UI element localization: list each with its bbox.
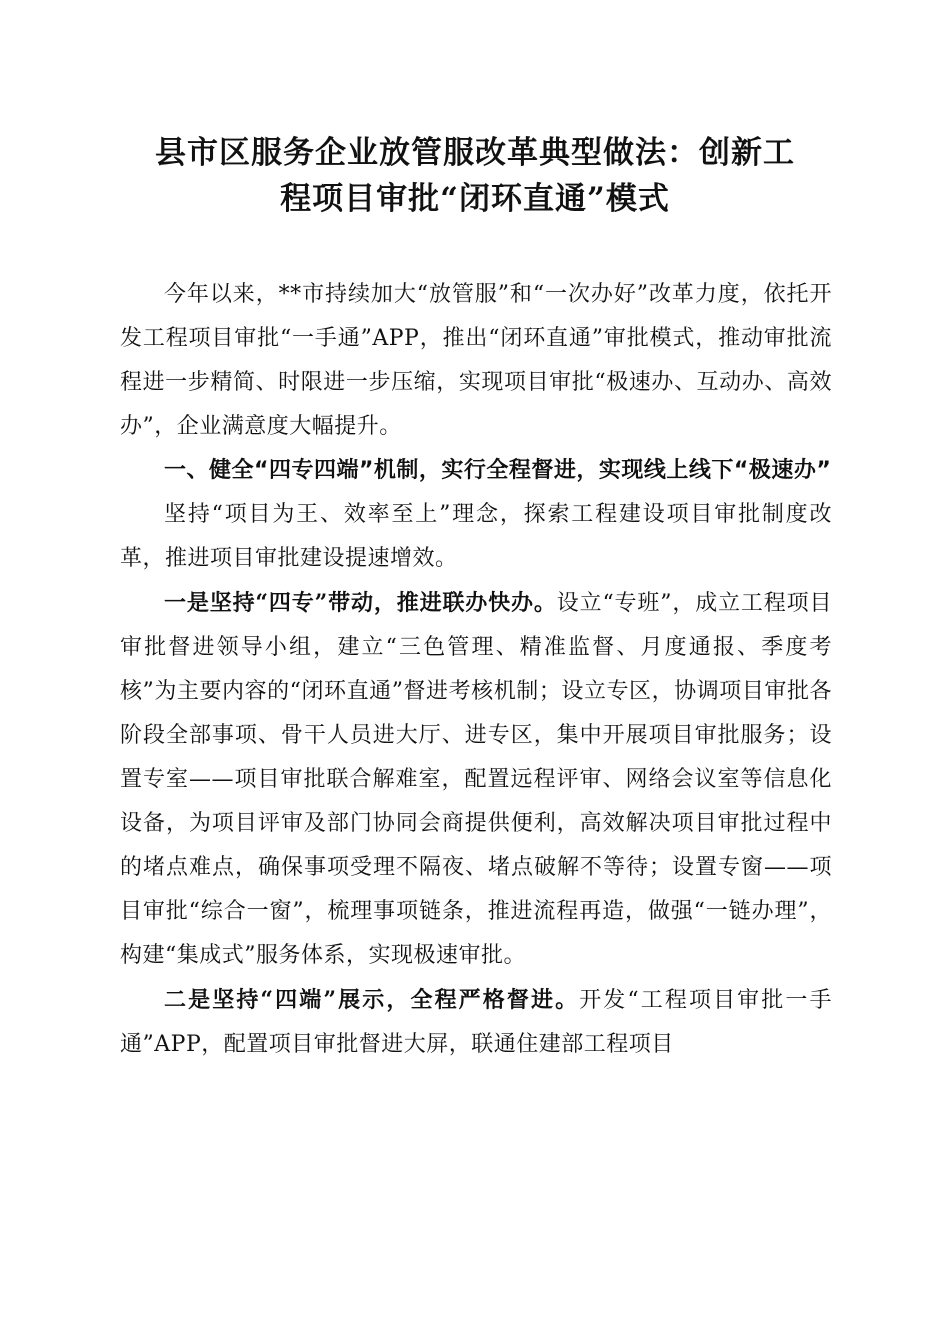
title-line-2: 程项目审批“闭环直通”模式 — [280, 181, 670, 217]
point-two-lead: 二是坚持“四端”展示，全程严格督进。 — [164, 987, 580, 1013]
point-one-paragraph — [120, 581, 832, 978]
section-heading-1: 一、健全“四专四端”机制，实行全程督进，实现线上线下“极速办” — [164, 458, 832, 483]
point-two-paragraph — [120, 978, 832, 1067]
point-one-lead: 一是坚持“四专”带动，推进联办快办。 — [164, 590, 557, 616]
document-body — [120, 273, 832, 1067]
section-1-summary-paragraph: 坚持“项目为王、效率至上”理念，探索工程建设项目审批制度改革，推进项目审批建设提速增效。 — [120, 502, 832, 571]
point-one-text: 设立“专班”，成立工程项目审批督进领导小组，建立“三色管理、精准监督、月度通报、季度考核”为主要内容的“闭环直通”督进考核机制；设立专区，协调项目审批各阶段全部事项、骨干人员进大厅、进专区，集中开展项目审批服务；设置专室——项目审批联合解难室，配置远程评审、网络会议室等信息化设备，为项目评审及部门协同会商提供便利，高效解决项目审批过程中的堵点难点，确保事项受理不隔夜、堵点破解不等待；设置专窗——项目审批“综合一窗”，梳理事项链条，推进流程再造，做强“一链办理”，构建“集成式”服务体系，实现极速审批。 — [120, 591, 833, 968]
document-title — [118, 130, 832, 222]
point-two-text: 开发“工程项目审批一手通”APP，配置项目审批督进大屏，联通住建部工程项目 — [120, 988, 833, 1057]
intro-paragraph: 今年以来，**市持续加大“放管服”和“一次办好”改革力度，依托开发工程项目审批“一手通”APP，推出“闭环直通”审批模式，推动审批流程进一步精简、时限进一步压缩，实现项目审批“极速办、互动办、高效办”，企业满意度大幅提升。 — [120, 282, 832, 439]
title-line-1: 县市区服务企业放管服改革典型做法：创新工 — [155, 135, 795, 171]
